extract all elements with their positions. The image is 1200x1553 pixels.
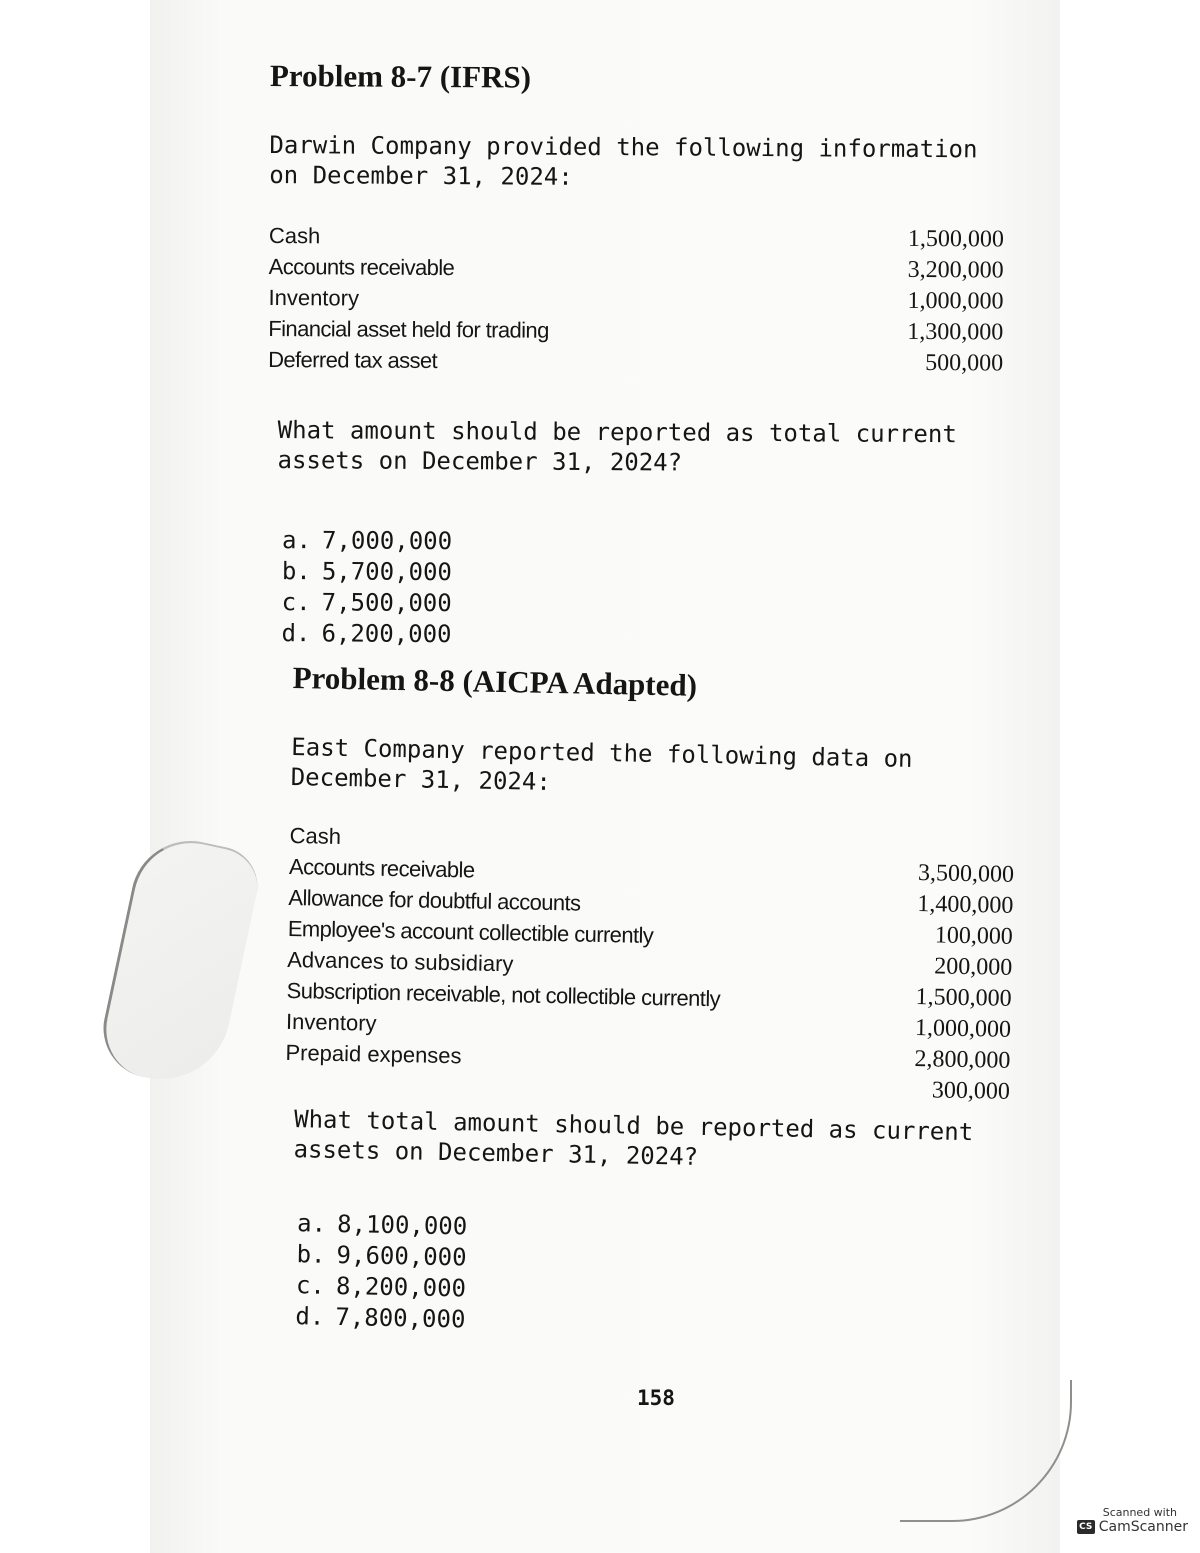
item-label: Subscription receivable, not collectible currently: [286, 977, 721, 1012]
item-label: Accounts receivable: [288, 853, 475, 883]
choice-letter: a.: [296, 1209, 327, 1238]
item-label: Employee's account collectible currently: [287, 915, 654, 948]
choice-value: 9,600,000: [336, 1240, 467, 1272]
list-item: [269, 220, 1019, 256]
choice-d: [281, 618, 1016, 653]
page-number: 158: [637, 1386, 675, 1410]
problem-intro: Darwin Company provided the following information on December 31, 2024:: [269, 130, 978, 191]
item-label: Financial asset held for trading: [268, 315, 549, 343]
item-label: Accounts receivable: [268, 253, 455, 281]
item-value: 3,200,000: [907, 256, 1004, 284]
choice-value: 7,800,000: [335, 1302, 466, 1334]
item-label: Deferred tax asset: [268, 346, 438, 374]
list-item: [268, 313, 1018, 349]
item-value: 500,000: [925, 350, 1004, 377]
choice-value: 7,000,000: [321, 526, 453, 556]
list-item: [268, 282, 1018, 318]
list-item: [268, 344, 1018, 380]
item-value: 200,000: [933, 953, 1013, 981]
choice-letter: a.: [281, 526, 312, 555]
item-value: 1,400,000: [917, 891, 1014, 919]
answer-choices: [295, 1208, 1022, 1346]
watermark-brand-name: CamScanner: [1098, 1519, 1188, 1535]
choice-value: 8,200,000: [335, 1271, 467, 1303]
item-label: Inventory: [268, 284, 360, 311]
problem-8-7: [266, 58, 1020, 654]
item-label: Prepaid expenses: [285, 1039, 462, 1069]
choice-c: [282, 587, 1017, 622]
problem-title: Problem 8-7 (IFRS): [269, 58, 532, 95]
problem-8-8: [280, 660, 1033, 1346]
item-value: 100,000: [934, 922, 1014, 950]
item-value: 1,000,000: [907, 287, 1004, 315]
scanner-watermark: [1077, 1506, 1188, 1535]
problem-question: What total amount should be reported as current assets on December 31, 2024?: [293, 1105, 974, 1171]
watermark-caption: Scanned with: [1102, 1506, 1178, 1519]
watermark-brand: [1077, 1519, 1188, 1535]
choice-value: 8,100,000: [336, 1209, 468, 1241]
choice-letter: b.: [281, 557, 311, 586]
item-label: Cash: [289, 822, 342, 849]
problem-question: What amount should be reported as total current assets on December 31, 2024?: [277, 416, 957, 477]
choice-letter: c.: [281, 588, 311, 617]
problem-intro: East Company reported the following data on December 31, 2024:: [290, 732, 913, 796]
choice-letter: c.: [295, 1271, 326, 1300]
choice-letter: b.: [296, 1240, 326, 1269]
item-value: 1,500,000: [907, 225, 1004, 253]
item-value: 1,500,000: [915, 984, 1012, 1012]
choice-letter: d.: [281, 619, 311, 648]
value-column: [907, 224, 1004, 380]
answer-choices: [281, 525, 1017, 653]
item-value: 3,500,000: [917, 860, 1015, 888]
data-list: [285, 820, 1030, 1105]
item-value: 2,800,000: [914, 1046, 1011, 1074]
list-item: [269, 251, 1019, 287]
item-label: Advances to subsidiary: [287, 946, 514, 977]
value-column: [914, 858, 1015, 1108]
choice-a: [282, 525, 1017, 560]
data-list: [268, 220, 1019, 380]
item-label: Allowance for doubtful accounts: [288, 884, 581, 916]
item-label: Cash: [268, 222, 321, 249]
choice-value: 6,200,000: [321, 619, 452, 649]
problem-title: Problem 8-8 (AICPA Adapted): [292, 660, 698, 703]
item-value: 1,000,000: [914, 1015, 1012, 1043]
choice-value: 7,500,000: [321, 588, 452, 618]
item-label: Inventory: [285, 1008, 377, 1036]
choice-letter: d.: [295, 1302, 325, 1331]
item-value: 300,000: [931, 1077, 1011, 1105]
choice-value: 5,700,000: [321, 557, 452, 587]
item-value: 1,300,000: [907, 318, 1004, 346]
camscanner-logo-icon: CS: [1077, 1520, 1095, 1534]
choice-b: [282, 556, 1017, 591]
